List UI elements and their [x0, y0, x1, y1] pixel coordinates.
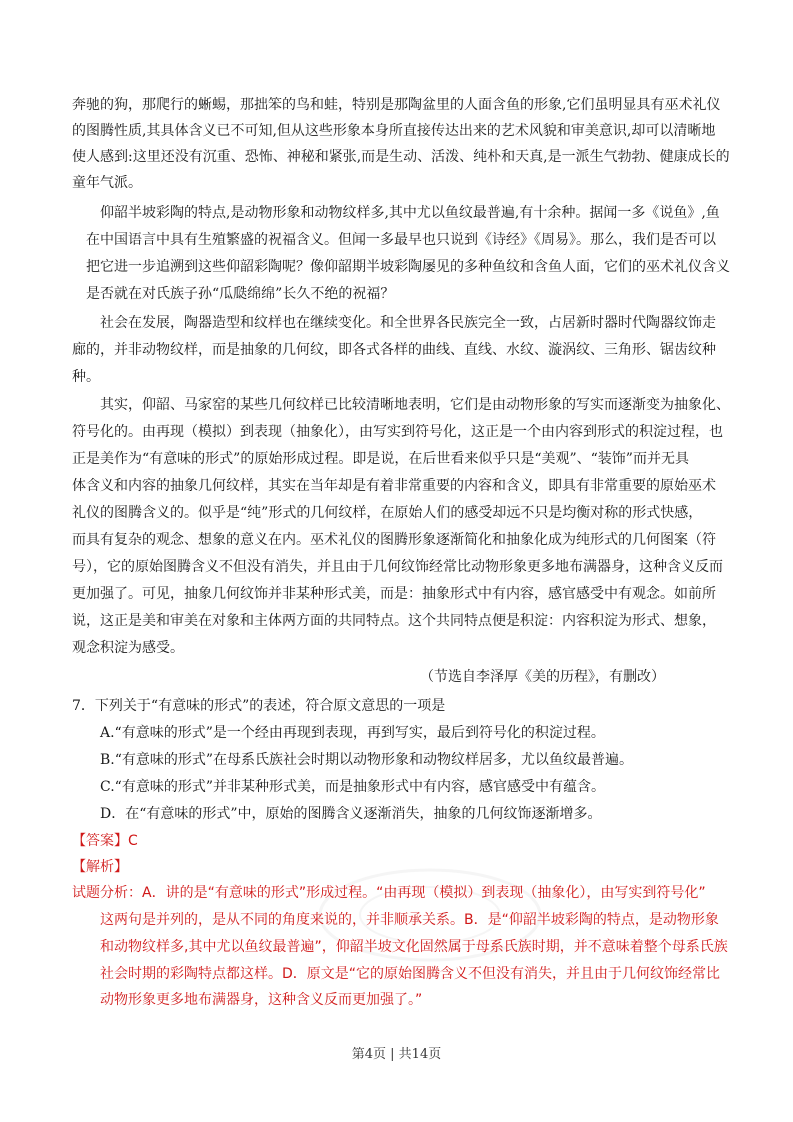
analysis-line: 社会时期的彩陶特点都这样。D．原文是“它的原始图腾含义不但没有消失，并且由于几何纹饰经常比 [72, 966, 721, 982]
passage-line: 的图腾性质,其具体含义已不可知,但从这些形象本身所直接传达出来的艺术风貌和审美意识,却可以清晰地 [72, 123, 716, 139]
passage-line: 礼仪的图腾含义的。似乎是“纯”形式的几何纹样，在原始人们的感受却远不只是均衡对称的形式快感， [72, 505, 703, 521]
analysis-line: 动物形象更多地布满器身，这种含义反而更加强了。” [72, 992, 423, 1008]
option-a: A.“有意味的形式”是一个经由再现到表现，再到写实，最后到符号化的积淀过程。 [100, 725, 605, 741]
page-footer: 第4页 | 共14页 [351, 1047, 442, 1062]
passage-line: 把它进一步追溯到这些仰韶彩陶呢？像仰韶期半坡彩陶屡见的多种鱼纹和含鱼人面，它们的巫术礼仪含义 [72, 259, 730, 275]
passage-line: 正是美作为“有意味的形式”的原始形成过程。即是说，在后世看来似乎只是“美观”、“装饰”而并无具 [72, 451, 689, 467]
passage-line: 奔驰的狗，那爬行的蜥蜴，那拙笨的鸟和蛙，特别是那陶盆里的人面含鱼的形象,它们虽明显具有巫术礼仪 [72, 97, 721, 113]
option-d: D．在“有意味的形式”中，原始的图腾含义逐渐消失，抽象的几何纹饰逐渐增多。 [100, 806, 602, 822]
analysis-label: 【解析】 [72, 859, 128, 875]
passage-line: 种。 [72, 369, 100, 385]
passage-line: 更加强了。可见，抽象几何纹饰并非某种形式美，而是：抽象形式中有内容，感官感受中有观念。如前所 [72, 586, 716, 602]
passage-line: 体含义和内容的抽象几何纹样，其实在当年却是有着非常重要的内容和含义，即具有非常重要的原始巫术 [72, 478, 716, 494]
passage-line: 说，这正是美和审美在对象和主体两方面的共同特点。这个共同特点便是积淀：内容积淀为形式、想象， [72, 613, 716, 629]
passage-line: 而具有复杂的观念、想象的意义在内。巫术礼仪的图腾形象逐渐简化和抽象化成为纯形式的几何图案（符 [72, 532, 716, 548]
passage-line: 童年气派。 [72, 175, 142, 191]
passage-line: 使人感到:这里还没有沉重、恐怖、神秘和紧张,而是生动、活泼、纯朴和天真,是一派生气勃勃、健康成长的 [72, 149, 730, 165]
passage-line: 仰韶半坡彩陶的特点,是动物形象和动物纹样多,其中尤以鱼纹最普遍,有十余种。据闻一多《说鱼》,鱼 [72, 205, 720, 221]
passage-line: 廊的，并非动物纹样，而是抽象的几何纹，即各式各样的曲线、直线、水纹、漩涡纹、三角形、锯齿纹种 [72, 342, 716, 358]
passage-line: 是否就在对氏族子孙“瓜瓞绵绵”长久不绝的祝福？ [72, 286, 395, 302]
passage-line: 号），它的原始图腾含义不但没有消失，并且由于几何纹饰经常比动物形象更多地布满器身，这种含义反而 [72, 559, 723, 575]
passage-line: 观念积淀为感受。 [72, 640, 184, 656]
option-b: B.“有意味的形式”在母系氏族社会时期以动物形象和动物纹样居多，尤以鱼纹最普遍。 [100, 752, 634, 768]
source-citation: （节选自李泽厚《美的历程》，有删改） [420, 669, 665, 685]
passage-line: 其实，仰韶、马家窑的某些几何纹样已比较清晰地表明，它们是由动物形象的写实而逐渐变为抽象化、 [72, 397, 730, 413]
analysis-line: 这两句是并列的，是从不同的角度来说的，并非顺承关系。B．是“仰韶半坡彩陶的特点，是动物形象 [72, 912, 719, 928]
passage-line: 符号化的。由再现（模拟）到表现（抽象化），由写实到符号化，这正是一个由内容到形式的积淀过程，也 [72, 424, 723, 440]
passage-line: 在中国语言中具有生殖繁盛的祝福含义。但闻一多最早也只说到《诗经》《周易》。那么，我们是否可以 [72, 232, 716, 248]
passage-line: 社会在发展，陶器造型和纹样也在继续变化。和全世界各民族完全一致，占居新时器时代陶器纹饰走 [72, 315, 716, 331]
option-c: C.“有意味的形式”并非某种形式美，而是抽象形式中有内容，感官感受中有蕴含。 [100, 779, 605, 795]
answer-label: 【答案】C [72, 833, 138, 849]
analysis-line: 和动物纹样多,其中尤以鱼纹最普遍”，仰韶半坡文化固然属于母系氏族时期，并不意味着整个母系氏族 [72, 939, 728, 955]
analysis-line: 试题分析：A．讲的是“有意味的形式”形成过程。“由再现（模拟）到表现（抽象化），由写实到符号化” [72, 885, 706, 901]
question-stem: 7．下列关于“有意味的形式”的表述，符合原文意思的一项是 [72, 698, 446, 714]
